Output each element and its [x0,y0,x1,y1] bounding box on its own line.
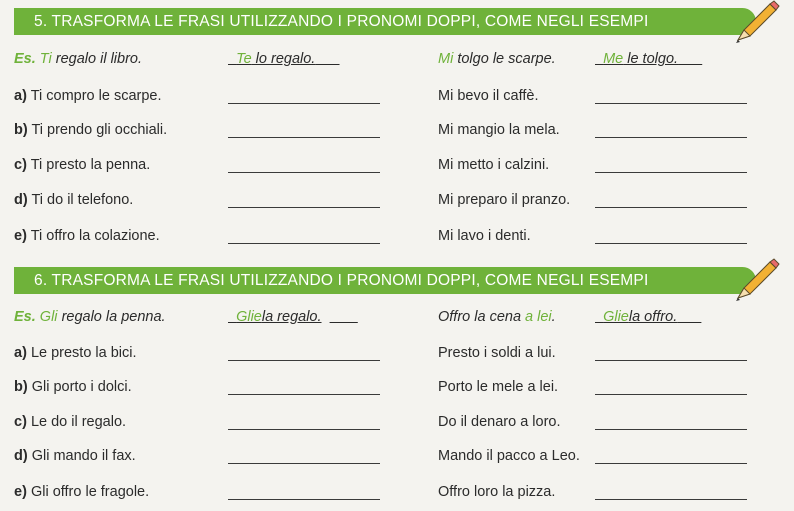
example-answer: Gliela offro. [603,309,678,325]
answer-blank[interactable] [228,172,380,173]
sentence: Mi bevo il caffè. [438,88,539,104]
sentence: Le do il regalo. [30,414,127,430]
example-pronoun: a lei [525,309,552,325]
item-letter: d) [14,448,28,464]
item-letter: a) [14,345,27,361]
answer-blank[interactable] [595,394,747,395]
exercise-row [0,410,794,434]
example-pronoun: Ti [39,51,52,67]
answer-blank[interactable] [228,137,380,138]
answer-blank[interactable] [595,137,747,138]
item-letter: b) [14,379,28,395]
example-label: Es. [14,51,36,67]
exercise-6-title: 6. TRASFORMA LE FRASI UTILIZZANDO I PRONOMI DOPPI, COME NEGLI ESEMPI [14,267,756,294]
sentence: Ti prendo gli occhiali. [31,122,168,138]
exercise-5-title: 5. TRASFORMA LE FRASI UTILIZZANDO I PRONOMI DOPPI, COME NEGLI ESEMPI [14,8,756,35]
sentence: Ti compro le scarpe. [30,88,162,104]
example-pronoun: Mi [438,51,454,67]
sentence: Mi metto i calzini. [438,157,550,173]
item-letter: e) [14,228,27,244]
sentence: Mando il pacco a Leo. [438,448,580,464]
answer-blank[interactable] [595,172,747,173]
item-letter: c) [14,414,27,430]
exercise-6-example-row: Es. Gli regalo la penna. Gliela regalo. Offro la cena a lei. Gliela offro. [0,305,794,329]
example-sentence: tolgo le scarpe. [457,51,556,67]
example-answer: Gliela regalo. [236,309,322,325]
sentence: Mi mangio la mela. [438,122,560,138]
example-label: Es. [14,309,36,325]
exercise-row [0,480,794,504]
sentence: Mi lavo i denti. [438,228,531,244]
exercise-5-example-row [0,47,794,71]
answer-blank[interactable] [595,103,747,104]
answer-blank[interactable] [228,360,380,361]
exercise-row [0,84,794,108]
sentence: Mi preparo il pranzo. [438,192,571,208]
answer-blank[interactable] [595,429,747,430]
sentence: Porto le mele a lei. [438,379,559,395]
answer-blank[interactable] [228,463,380,464]
exercise-row [0,341,794,365]
sentence: Presto i soldi a lui. [438,345,556,361]
sentence: Ti do il telefono. [31,192,134,208]
sentence: Do il denaro a loro. [438,414,561,430]
item-letter: d) [14,192,28,208]
example-answer: Te lo regalo. [236,51,316,67]
answer-blank[interactable] [228,429,380,430]
answer-blank[interactable] [228,243,380,244]
answer-blank[interactable] [595,463,747,464]
example-answer: Me le tolgo. [603,51,679,67]
sentence: Ti offro la colazione. [30,228,160,244]
exercise-row [0,375,794,399]
answer-blank[interactable] [228,499,380,500]
sentence: Ti presto la penna. [30,157,151,173]
answer-blank[interactable] [228,207,380,208]
sentence: Gli offro le fragole. [30,484,150,500]
exercise-row [0,118,794,142]
answer-blank[interactable] [595,360,747,361]
sentence: Le presto la bici. [30,345,137,361]
answer-blank[interactable] [595,499,747,500]
sentence: Gli mando il fax. [31,448,136,464]
answer-blank[interactable] [228,394,380,395]
sentence: Gli porto i dolci. [31,379,132,395]
answer-blank[interactable] [228,103,380,104]
pencil-icon [730,0,780,44]
item-letter: e) [14,484,27,500]
item-letter: a) [14,88,27,104]
exercise-row [0,224,794,248]
sentence: Offro loro la pizza. [438,484,556,500]
exercise-row [0,153,794,177]
pencil-icon [730,258,780,302]
answer-blank[interactable] [595,243,747,244]
example-sentence: regalo la penna. [61,309,166,325]
exercise-row [0,188,794,212]
answer-blank[interactable] [595,207,747,208]
item-letter: c) [14,157,27,173]
exercise-row [0,444,794,468]
example-sentence: regalo il libro. [55,51,143,67]
example-sentence: Offro la cena [438,309,526,325]
example-pronoun: Gli [39,309,58,325]
item-letter: b) [14,122,28,138]
